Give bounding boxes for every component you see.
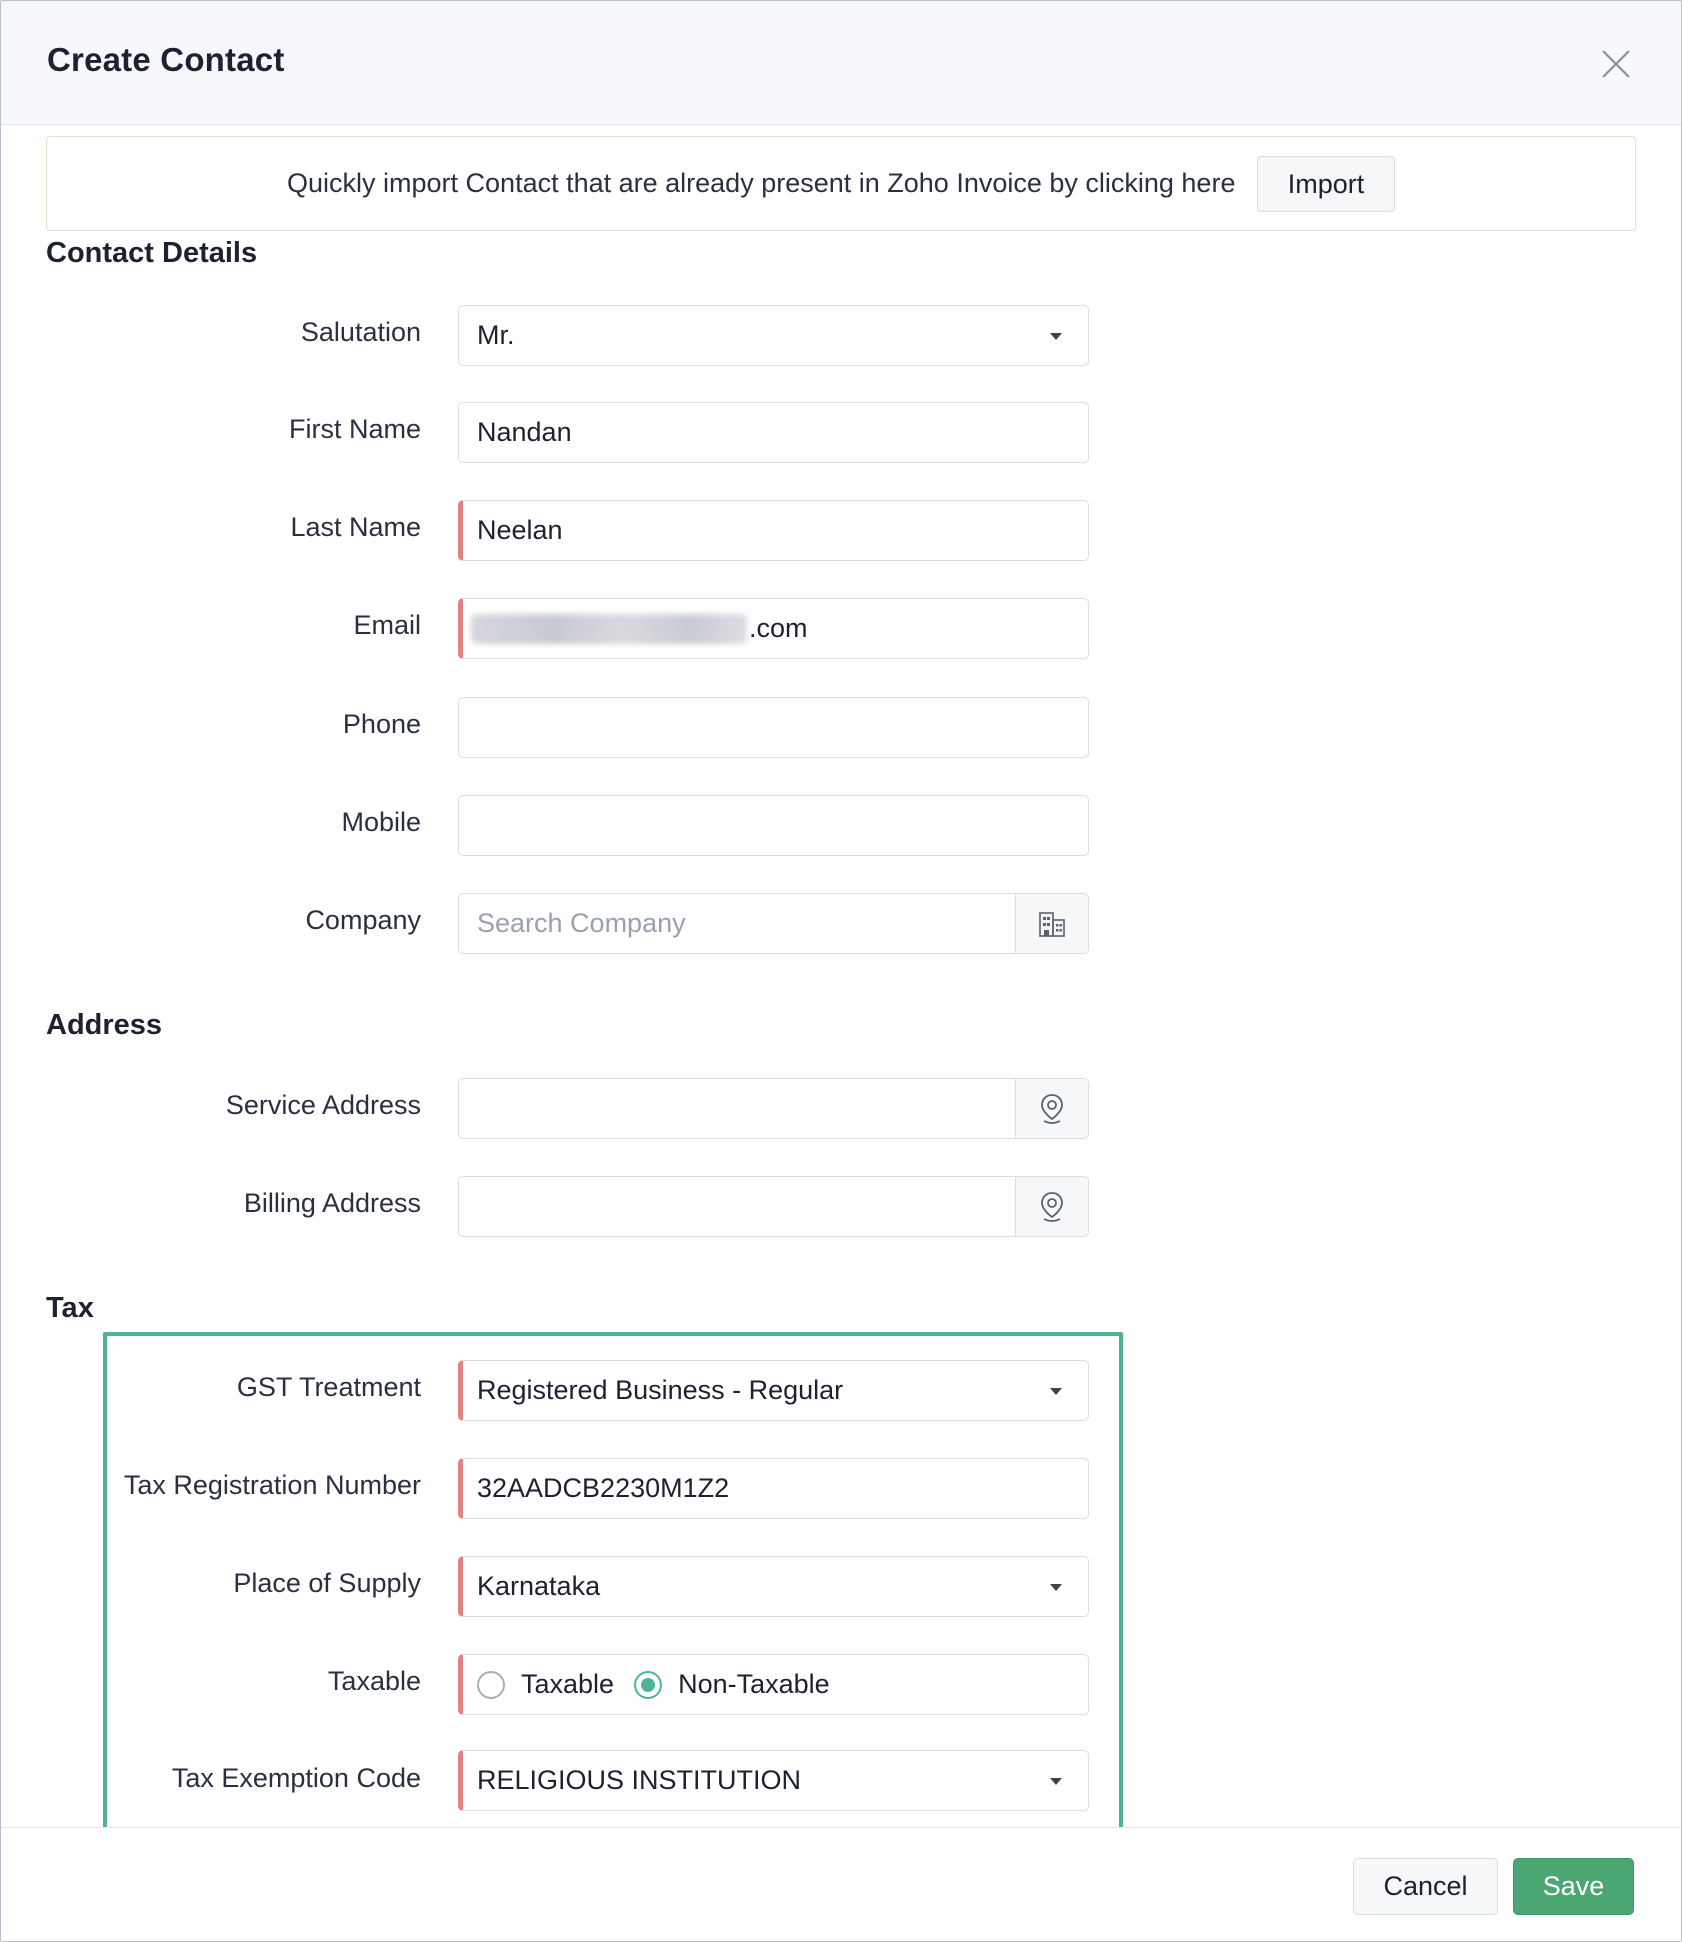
tax-section-title: Tax xyxy=(46,1292,94,1324)
service-address-label: Service Address xyxy=(225,1090,421,1120)
place-of-supply-value: Karnataka xyxy=(477,1571,601,1601)
last-name-value: Neelan xyxy=(477,515,563,545)
company-placeholder: Search Company xyxy=(477,908,686,938)
redacted-email-blur xyxy=(471,614,747,644)
import-banner-text: Quickly import Contact that are already present in Zoho Invoice by clicking here xyxy=(287,168,1236,198)
company-search-input[interactable] xyxy=(458,893,1089,954)
building-icon[interactable] xyxy=(1015,894,1088,953)
gst-treatment-label: GST Treatment xyxy=(236,1372,421,1402)
contact-details-section-title: Contact Details xyxy=(46,237,258,269)
taxable-label: Taxable xyxy=(327,1666,421,1696)
first-name-field[interactable] xyxy=(458,402,1089,463)
tax-registration-number-label: Tax Registration Number xyxy=(123,1470,421,1500)
tax-exemption-code-select[interactable] xyxy=(458,1750,1089,1811)
phone-field[interactable] xyxy=(458,697,1089,758)
import-banner xyxy=(46,136,1636,231)
salutation-select[interactable] xyxy=(458,305,1089,366)
email-field[interactable] xyxy=(458,598,1089,659)
first-name-label: First Name xyxy=(288,414,421,444)
dialog-footer xyxy=(1,1827,1682,1942)
taxable-radio-group xyxy=(458,1654,1089,1715)
taxable-radio-label[interactable]: Taxable xyxy=(521,1669,615,1699)
tax-registration-number-value: 32AADCB2230M1Z2 xyxy=(477,1473,730,1503)
chevron-down-icon xyxy=(1050,1778,1062,1785)
last-name-field[interactable] xyxy=(458,500,1089,561)
map-pin-icon[interactable] xyxy=(1015,1177,1088,1236)
import-button[interactable]: Import xyxy=(1257,156,1395,212)
phone-label: Phone xyxy=(342,709,421,739)
last-name-label: Last Name xyxy=(290,512,421,542)
first-name-value: Nandan xyxy=(477,417,572,447)
taxable-radio[interactable] xyxy=(477,1671,505,1699)
mobile-field[interactable] xyxy=(458,795,1089,856)
salutation-value: Mr. xyxy=(477,320,515,350)
cancel-button[interactable]: Cancel xyxy=(1353,1858,1498,1915)
chevron-down-icon xyxy=(1050,1388,1062,1395)
close-icon[interactable] xyxy=(1599,47,1633,81)
chevron-down-icon xyxy=(1050,333,1062,340)
dialog-header xyxy=(1,1,1682,125)
email-label: Email xyxy=(353,610,421,640)
tax-registration-number-field[interactable] xyxy=(458,1458,1089,1519)
chevron-down-icon xyxy=(1050,1584,1062,1591)
tax-exemption-code-label: Tax Exemption Code xyxy=(171,1763,421,1793)
billing-address-field[interactable] xyxy=(458,1176,1089,1237)
taxable-options xyxy=(477,1669,850,1700)
save-button[interactable]: Save xyxy=(1513,1858,1634,1915)
map-pin-icon[interactable] xyxy=(1015,1079,1088,1138)
gst-treatment-select[interactable] xyxy=(458,1360,1089,1421)
salutation-label: Salutation xyxy=(300,317,421,347)
non-taxable-radio-label[interactable]: Non-Taxable xyxy=(678,1669,830,1699)
company-label: Company xyxy=(305,905,421,935)
place-of-supply-label: Place of Supply xyxy=(233,1568,421,1598)
address-section-title: Address xyxy=(46,1009,163,1041)
place-of-supply-select[interactable] xyxy=(458,1556,1089,1617)
tax-exemption-code-value: RELIGIOUS INSTITUTION xyxy=(477,1765,802,1795)
email-value-suffix: .com xyxy=(749,613,808,643)
mobile-label: Mobile xyxy=(341,807,421,837)
dialog-title: Create Contact xyxy=(47,41,285,78)
service-address-field[interactable] xyxy=(458,1078,1089,1139)
billing-address-label: Billing Address xyxy=(243,1188,421,1218)
non-taxable-radio[interactable] xyxy=(634,1671,662,1699)
gst-treatment-value: Registered Business - Regular xyxy=(477,1375,844,1405)
